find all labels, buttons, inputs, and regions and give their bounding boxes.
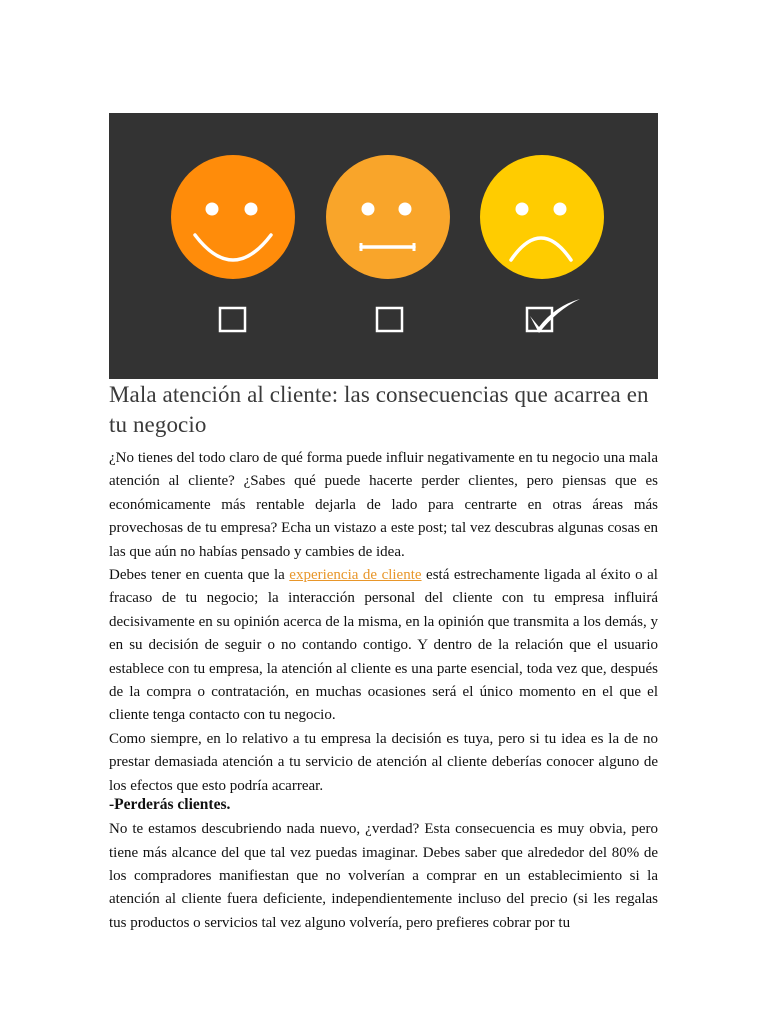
- paragraph-text-end: está estrechamente ligada al éxito o al fracaso de tu negocio; la interacción personal del cliente con tu empresa influirá decisivamente en su opinión acerca de la misma, en la opinión que transmita a los demás, y en su decisión de seguir o no contando contigo. Y dentro de la relación que el usuario establece con tu empresa, la atención al cliente es una parte esencial, toda vez que, después de la compra o contratación, en muchas ocasiones será el único momento en el que el cliente tenga contacto con tu negocio.: [109, 567, 658, 724]
- experiencia-de-cliente-link[interactable]: experiencia de cliente: [289, 567, 422, 584]
- checkbox-neutral-icon: [377, 308, 402, 331]
- checkbox-sad-checked-icon: [527, 299, 580, 333]
- section-subheading: -Perderás clientes.: [109, 796, 231, 814]
- paragraph-decision: Como siempre, en lo relativo a tu empresa la decisión es tuya, pero si tu idea es la de no prestar demasiada atención a tu servicio de atención al cliente deberías conocer alguno de los efectos que esto podría acarrear.: [109, 730, 658, 794]
- paragraph-text-start: Debes tener en cuenta que la: [109, 567, 290, 584]
- paragraph-customer-experience: [109, 564, 658, 728]
- paragraph-lose-clients: No te estamos descubriendo nada nuevo, ¿verdad? Esta consecuencia es muy obvia, pero tiene más alcance del que tal vez puedas imaginar. Debes saber que alrededor del 80% de los compradores manifiestan que no volverían a comprar en un establecimiento si la atención al cliente fuera deficiente, independientemente incluso del precio (si les regalas tus productos o servicios tal vez alguno volvería, pero prefieres cobrar por tu: [109, 821, 658, 931]
- satisfaction-faces-image: [109, 113, 658, 379]
- checkbox-happy-icon: [220, 308, 245, 331]
- happy-face-icon: [171, 155, 295, 279]
- article-content: [109, 380, 658, 935]
- faces-illustration: [109, 113, 658, 379]
- neutral-face-icon: [326, 155, 450, 279]
- paragraph-intro: ¿No tienes del todo claro de qué forma puede influir negativamente en tu negocio una mala atención al cliente? ¿Sabes qué puede hacerte perder clientes, pero piensas que es económicamente más rentable dejarla de lado para centrarte en otras áreas más provechosas de tu empresa? Echa un vistazo a este post; tal vez descubras algunas cosas en las que aún no habías pensado y cambies de idea.: [109, 450, 658, 560]
- sad-face-icon: [480, 155, 604, 279]
- article-title: Mala atención al cliente: las consecuencias que acarrea en tu negocio: [109, 382, 649, 437]
